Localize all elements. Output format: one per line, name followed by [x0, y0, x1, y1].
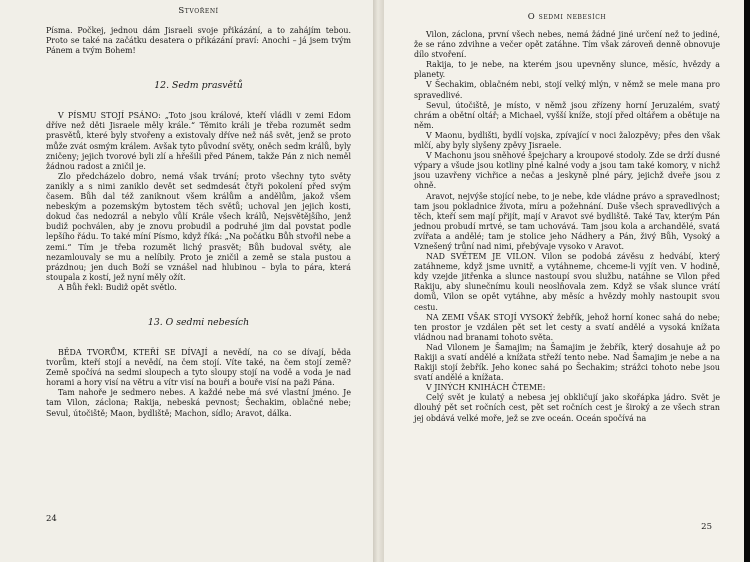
paragraph-s12-3: A Bůh řekl: Budiž opět světlo.: [58, 282, 177, 292]
paragraph-s13-2: Tam nahoře je sedmero nebes. A každé nebe má své vlastní jméno. Je tam Vilon, záclona; Rakija, nebeská pevnost; Šechakim, oblačné nebe; Sevul, útočiště; Maon, bydliště; Machon, sídlo; Aravot, dálka.: [46, 388, 351, 418]
page-number-right: 25: [701, 522, 712, 532]
paragraph-r1: Vilon, záclona, první všech nebes, nemá žádné jiné určení než to jediné, že se ráno zdvihne a večer opět zatáhne. Tím však zároveň denně obnovuje dílo stvoření.: [414, 30, 720, 60]
paragraph-s13-1: BĚDA TVORŮM, KTEŘÍ SE DÍVAJÍ a nevědí, na co se dívají, běda tvorům, kteří stojí a nevědí, na čem stojí. Víte také, na čem stojí země? Země spočívá na sedmi sloupech a tyto sloupy stojí na vodě a voda je nad horami a hory visí na větru a vítr visí na bouři a bouře visí na paži Pána.: [46, 347, 351, 388]
section-13-title: 13. O sedmi nebesích: [147, 316, 250, 328]
paragraph-r6: V Machonu jsou sněhové špejchary a kroupové stodoly. Zde se drží dusné výpary a všude jsou kotliny plné kalné vody a jsou tam také komory, v nichž jsou uzavřeny vichřice a nečas a jeskyně plné páry, jejichž dveře jsou z ohně.: [414, 151, 720, 191]
paragraph-r3: V Šechakim, oblačném nebi, stojí velký mlýn, v němž se mele mana pro spravedlivé.: [414, 80, 720, 100]
book-gutter: [373, 0, 384, 562]
paragraph-intro: Písma. Počkej, jednou dám Jisraeli svoje přikázání, a to zahájím tebou. Proto se také na začátku desatera o přikázání praví: Anochi – já jsem tvým Pánem a tvým Bohem!: [46, 26, 351, 56]
paragraph-r12: Celý svět je kulatý a nebesa jej obkličují jako skořápka jádro. Svět je dlouhý pět set ročních cest, pět set ročních cest je široký a ze všech stran jej obdává velké moře, jež se zve oceán. Oceán spočívá na: [414, 393, 720, 423]
paragraph-r8: NAD SVĚTEM JE VILON. Vilon se podobá závěsu z hedvábí, který zatáhneme, když jsme uvnitř, a vytáhneme, chceme-li vyjít ven. V hodině, kdy vzejde jitřenka a slunce nastoupí svou službu, natáhne se Vilon před Rakiju, aby slunečnímu kouli neoslňovala zem. Když se však slunce vrátí domů, Vilon se opět vytáhne, aby měsíc a hvězdy mohly nastoupit svou cestu.: [414, 252, 720, 312]
paragraph-s12-1: V PÍSMU STOJÍ PSÁNO: „Toto jsou králové, kteří vládli v zemi Edom dříve než děti Jisraele měly krále.“ Těmito králi je třeba rozumět sedm prasvětů, které byly stvořeny a existovaly dříve než náš svět, jenž se proto může zvát osmým králem. Avšak tyto původní světy, oněch sedm králů, byly zničeny; jejich tvorové byli zlí a hřešili před Pánem, takže Pán z nich neměl žádnou radost a zničil je.: [46, 111, 351, 171]
paragraph-r9: NA ZEMI VŠAK STOJÍ VYSOKÝ žebřík, jehož horní konec sahá do nebe; ten prostor je vzdálen pět set let cesty a svatí andělé a vysoká knížata vládnou nad branami tohoto světa.: [414, 312, 720, 342]
paragraph-r5: V Maonu, bydlišti, bydlí vojska, zpívající v noci žalozpěvy; přes den však mlčí, aby byly slyšeny zpěvy Jisraele.: [414, 130, 720, 151]
paragraph-s12-2: Zlo předcházelo dobro, nemá však trvání; proto všechny tyto světy zanikly a s nimi zaniklo devět set sedmdesát čtyři pokolení před svým časem. Bůh dal též zaniknout všem králům a andělům, jakož všem nebeským a pozemským bytostem těch světů; uchoval jen jejich kosti, dokud čas nedozrál a nebylo vůlí Krále všech králů, Nejsvětějšího, jenž budiž pochválen, aby je znovu probudil a podruhé jim dal povstat podle lepšího řádu. To také míní Písmo, když říká: „Na počátku Bůh stvořil nebe a zemi.“ Tím je třeba rozumět lichý prasvět; Bůh budoval světy, ale nezamlouvaly se mu a nelíbily. Proto je zničil a země se stala pustou a prázdnou; jen duch Boží se vznášel nad hlubinou – byla to pára, která stoupala z kostí, jež nyní měly ožít.: [46, 171, 351, 282]
running-head-left: Stvoření: [178, 6, 219, 16]
paragraph-r11: V JINÝCH KNIHÁCH ČTEME:: [426, 383, 546, 393]
section-12-title: 12. Sedm prasvětů: [154, 80, 243, 92]
left-page: [0, 0, 373, 562]
page-number-left: 24: [46, 514, 57, 524]
paragraph-r2: Rakija, to je nebe, na kterém jsou upevněny slunce, měsíc, hvězdy a planety.: [414, 60, 720, 80]
paragraph-r10: Nad Vilonem je Šamajim; na Šamajim je žebřík, který dosahuje až po Rakiji a svatí andělé a knížata střeží tento nebe. Nad Šamajim je nebe a na Rakiji stojí žebřík. Jeho konec sahá po Šechakim; strážci tohoto nebe jsou svatí andělé a knížata.: [414, 342, 720, 383]
paragraph-r7: Aravot, nejvýše stojící nebe, to je nebe, kde vládne právo a spravedlnost; tam jsou pokladnice života, míru a požehnání. Duše všech spravedlivých a těch, kteří sem mají přijít, mají v Aravot své bydliště. Také Tav, kterým Pán jednou probudí mrtvé, se tam uchovává. Tam jsou kola a archandělé, svatá zvířata a andělé; tam je stolice jeho Nádhery a Pán, živý Bůh, Vysoký a Vznešený trůní nad nimi, přebývaje vysoko v Aravot.: [414, 191, 720, 251]
running-head-right: O sedmi nebesích: [527, 12, 607, 22]
right-page: [384, 0, 744, 562]
paragraph-r4: Sevul, útočiště, je místo, v němž jsou zřízeny horní Jeruzalém, svatý chrám a obětní oltář; a Michael, vyšší kníže, stojí před oltářem a obětuje na něm.: [414, 100, 720, 130]
